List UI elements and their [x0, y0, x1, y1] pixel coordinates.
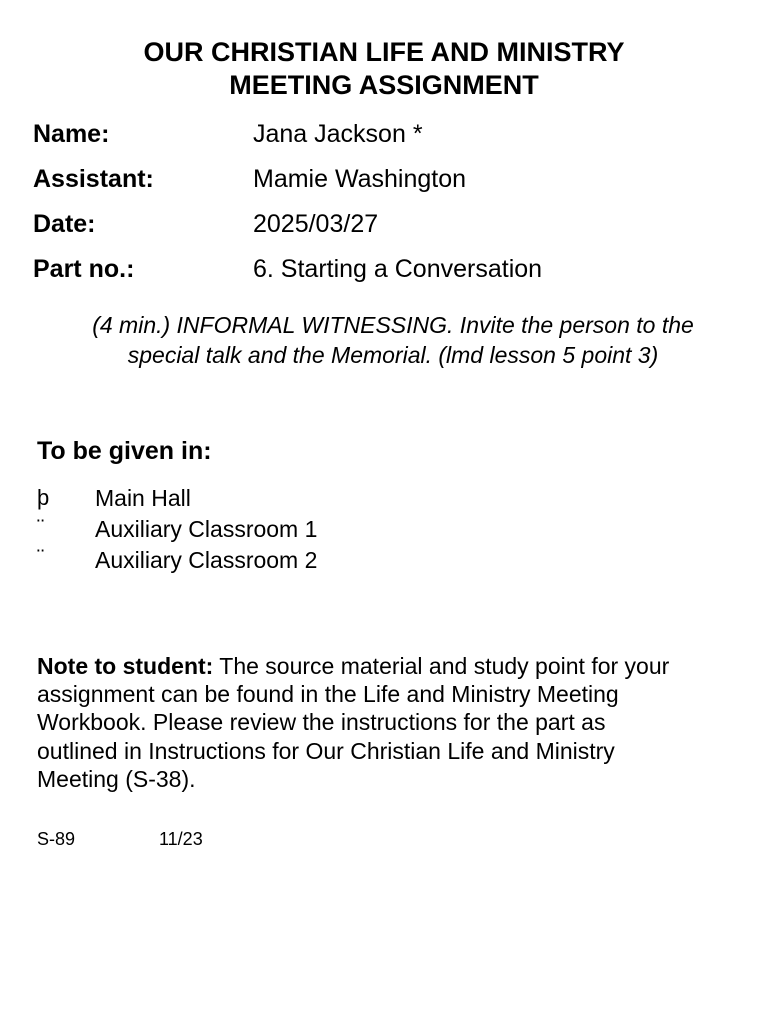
- name-label: Name:: [33, 120, 110, 148]
- part-label: Part no.:: [33, 255, 135, 283]
- checkbox-auxiliary-1: ¨: [37, 515, 45, 540]
- part-description: [30, 310, 756, 370]
- title-line-1: OUR CHRISTIAN LIFE AND MINISTRY: [143, 37, 625, 67]
- name-value: Jana Jackson *: [253, 120, 423, 148]
- date-value: 2025/03/27: [253, 210, 379, 238]
- note-to-student: [37, 652, 677, 793]
- description-line-1: (4 min.) INFORMAL WITNESSING. Invite the person to the: [92, 312, 694, 338]
- page-title: [0, 36, 768, 102]
- title-line-2: MEETING ASSIGNMENT: [229, 70, 539, 100]
- description-line-2: special talk and the Memorial. (lmd lesson 5 point 3): [127, 342, 659, 368]
- checkbox-main-hall: þ: [37, 485, 50, 510]
- assistant-value: Mamie Washington: [253, 165, 467, 193]
- form-code: S-89: [37, 829, 76, 849]
- location-auxiliary-1: Auxiliary Classroom 1: [95, 516, 318, 542]
- location-main-hall: Main Hall: [95, 485, 191, 511]
- form-date: 11/23: [159, 829, 203, 849]
- assistant-label: Assistant:: [33, 165, 154, 193]
- location-heading: To be given in:: [37, 437, 212, 465]
- date-label: Date:: [33, 210, 96, 238]
- part-value: 6. Starting a Conversation: [253, 255, 543, 283]
- checkbox-auxiliary-2: ¨: [37, 545, 45, 570]
- note-label: Note to student:: [37, 653, 214, 679]
- location-auxiliary-2: Auxiliary Classroom 2: [95, 547, 318, 573]
- note-text: The source material and study point for your assignment can be found in the Life and Ministry Meeting Workbook. Please review the instructions for the part as outlined in Instructions for Our Christian Life and Ministry Meeting (S-38).: [37, 653, 670, 792]
